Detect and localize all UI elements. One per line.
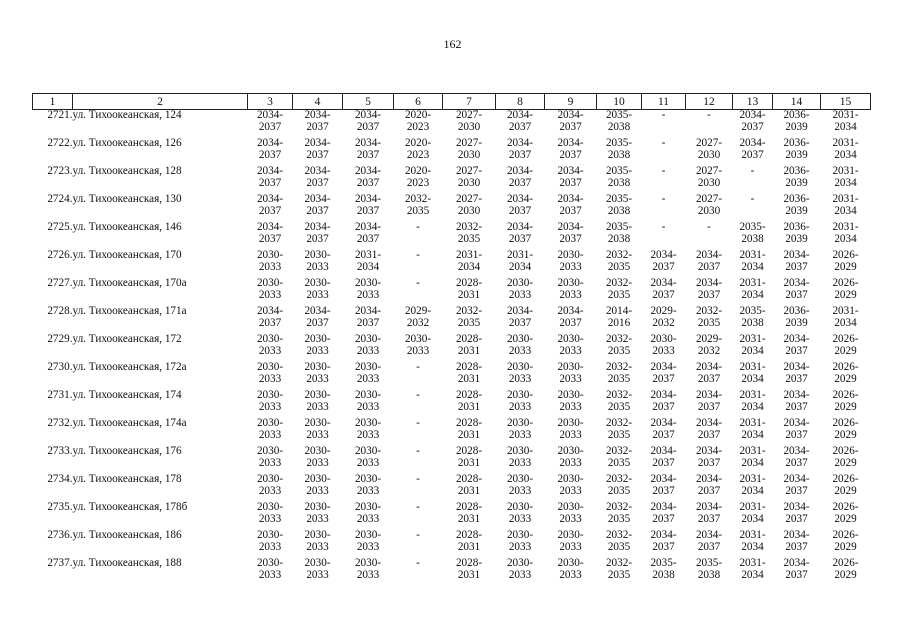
period-cell: 2034- 2037 — [695, 277, 723, 301]
table-row — [33, 446, 871, 474]
period-cell: 2030- 2033 — [404, 333, 432, 357]
column-header: 1 — [33, 94, 73, 110]
period-cell: 2034- 2037 — [650, 529, 677, 553]
table-row — [33, 138, 871, 166]
period-cell: 2026- 2029 — [832, 529, 859, 553]
address-cell: ул. Тихоокеанская, 128 — [72, 165, 182, 177]
period-cell: 2034- 2037 — [304, 193, 331, 217]
page-number: 162 — [443, 37, 462, 51]
period-cell: 2027- 2030 — [455, 193, 483, 217]
period-cell: 2029- 2032 — [404, 305, 432, 329]
period-cell: 2034- 2037 — [304, 137, 331, 161]
period-cell: 2026- 2029 — [832, 249, 859, 273]
period-cell: - — [661, 221, 666, 233]
period-cell: 2034- 2037 — [739, 137, 766, 161]
period-cell: 2030- 2033 — [354, 333, 382, 357]
period-cell: 2034- 2037 — [557, 109, 584, 133]
period-cell: 2032- 2035 — [605, 361, 633, 385]
period-cell: 2030- 2033 — [557, 417, 584, 441]
period-cell: 2032- 2035 — [605, 501, 633, 525]
address-cell: ул. Тихоокеанская, 124 — [72, 109, 182, 121]
period-cell: 2034- 2037 — [695, 529, 723, 553]
table-row — [33, 306, 871, 334]
period-cell: 2026- 2029 — [832, 333, 859, 357]
period-cell: 2030- 2033 — [557, 333, 584, 357]
period-cell: 2030- 2033 — [506, 557, 534, 581]
period-cell: 2034- 2037 — [256, 109, 284, 133]
period-cell: 2035- 2038 — [739, 305, 766, 329]
period-cell: - — [416, 557, 420, 569]
period-cell: 2031- 2034 — [354, 249, 382, 273]
period-cell: 2030- 2033 — [506, 333, 534, 357]
period-cell: 2034- 2037 — [650, 417, 677, 441]
period-cell: - — [416, 501, 420, 513]
column-header: 14 — [773, 94, 821, 110]
period-cell: 2030- 2033 — [256, 249, 284, 273]
period-cell: 2034- 2037 — [650, 501, 677, 525]
period-cell: 2031- 2034 — [832, 305, 859, 329]
period-cell: 2030- 2033 — [256, 529, 284, 553]
column-header: 12 — [686, 94, 733, 110]
period-cell: 2030- 2033 — [304, 501, 331, 525]
period-cell: 2032- 2035 — [605, 445, 633, 469]
period-cell: 2030- 2033 — [304, 529, 331, 553]
table-row — [33, 110, 871, 139]
period-cell: 2034- 2037 — [354, 305, 382, 329]
period-cell: 2027- 2030 — [695, 165, 723, 189]
period-cell: 2034- 2037 — [557, 165, 584, 189]
column-header: 10 — [597, 94, 642, 110]
period-cell: 2034- 2037 — [256, 193, 284, 217]
row-number: 2727. — [47, 277, 73, 289]
address-cell: ул. Тихоокеанская, 126 — [72, 137, 182, 149]
period-cell: - — [416, 473, 420, 485]
period-cell: 2030- 2033 — [304, 249, 331, 273]
period-cell: - — [661, 165, 666, 177]
table-row — [33, 558, 871, 586]
period-cell: 2034- 2037 — [650, 277, 677, 301]
period-cell: 2035- 2038 — [605, 165, 633, 189]
table-row — [33, 222, 871, 250]
period-cell: 2030- 2033 — [256, 361, 284, 385]
period-cell: 2030- 2033 — [650, 333, 677, 357]
table-row — [33, 390, 871, 418]
column-header: 11 — [642, 94, 686, 110]
period-cell: 2030- 2033 — [354, 473, 382, 497]
period-cell: 2031- 2034 — [739, 501, 766, 525]
period-cell: 2030- 2033 — [557, 249, 584, 273]
address-cell: ул. Тихоокеанская, 174а — [72, 417, 187, 429]
period-cell: 2034- 2037 — [256, 221, 284, 245]
period-cell: 2029- 2032 — [695, 333, 723, 357]
table-row — [33, 334, 871, 362]
period-cell: 2020- 2023 — [404, 165, 432, 189]
period-cell: 2034- 2037 — [783, 333, 810, 357]
period-cell: 2031- 2034 — [832, 221, 859, 245]
table-row — [33, 166, 871, 194]
period-cell: - — [707, 221, 711, 233]
table-row — [33, 194, 871, 222]
period-cell: - — [750, 165, 755, 177]
period-cell: 2030- 2033 — [354, 389, 382, 413]
period-cell: 2026- 2029 — [832, 417, 859, 441]
period-cell: 2034- 2037 — [783, 389, 810, 413]
period-cell: 2030- 2033 — [557, 501, 584, 525]
address-cell: ул. Тихоокеанская, 178 — [72, 473, 182, 485]
period-cell: 2027- 2030 — [455, 109, 483, 133]
address-cell: ул. Тихоокеанская, 172 — [72, 333, 182, 345]
period-cell: 2034- 2037 — [783, 249, 810, 273]
period-cell: 2030- 2033 — [354, 445, 382, 469]
period-cell: 2020- 2023 — [404, 137, 432, 161]
address-cell: ул. Тихоокеанская, 130 — [72, 193, 182, 205]
period-cell: 2034- 2037 — [695, 501, 723, 525]
period-cell: 2028- 2031 — [455, 417, 483, 441]
address-cell: ул. Тихоокеанская, 188 — [72, 557, 182, 569]
period-cell: - — [416, 417, 420, 429]
row-number: 2735. — [47, 501, 73, 513]
table-row — [33, 418, 871, 446]
period-cell: 2034- 2037 — [304, 165, 331, 189]
period-cell: 2030- 2033 — [304, 389, 331, 413]
column-header: 15 — [821, 94, 871, 110]
row-number: 2734. — [47, 473, 73, 485]
period-cell: 2032- 2035 — [605, 417, 633, 441]
period-cell: 2020- 2023 — [404, 109, 432, 133]
period-cell: 2031- 2034 — [739, 361, 766, 385]
period-cell: 2031- 2034 — [832, 165, 859, 189]
period-cell: 2035- 2038 — [605, 137, 633, 161]
period-cell: 2034- 2037 — [506, 221, 534, 245]
period-cell: - — [416, 529, 420, 541]
period-cell: 2030- 2033 — [256, 445, 284, 469]
period-cell: 2030- 2033 — [304, 361, 331, 385]
period-cell: 2030- 2033 — [506, 361, 534, 385]
period-cell: 2030- 2033 — [506, 389, 534, 413]
period-cell: 2014- 2016 — [605, 305, 633, 329]
period-cell: 2034- 2037 — [783, 361, 810, 385]
period-cell: 2034- 2037 — [354, 137, 382, 161]
period-cell: 2034- 2037 — [695, 417, 723, 441]
period-cell: 2036- 2039 — [783, 221, 810, 245]
header-row — [33, 94, 871, 110]
period-cell: 2031- 2034 — [739, 389, 766, 413]
period-cell: 2031- 2034 — [506, 249, 534, 273]
period-cell: 2034- 2037 — [506, 305, 534, 329]
period-cell: 2036- 2039 — [783, 109, 810, 133]
period-cell: 2031- 2034 — [455, 249, 483, 273]
period-cell: 2031- 2034 — [739, 249, 766, 273]
period-cell: 2034- 2037 — [650, 389, 677, 413]
period-cell: 2036- 2039 — [783, 165, 810, 189]
period-cell: 2034- 2037 — [256, 137, 284, 161]
period-cell: 2034- 2037 — [783, 529, 810, 553]
address-cell: ул. Тихоокеанская, 186 — [72, 529, 182, 541]
row-number: 2725. — [47, 221, 73, 233]
row-number: 2728. — [47, 305, 73, 317]
period-cell: 2034- 2037 — [304, 109, 331, 133]
period-cell: 2034- 2037 — [256, 165, 284, 189]
period-cell: 2034- 2037 — [783, 557, 810, 581]
table-row — [33, 530, 871, 558]
address-cell: ул. Тихоокеанская, 178б — [72, 501, 188, 513]
period-cell: 2031- 2034 — [832, 137, 859, 161]
period-cell: 2032- 2035 — [605, 557, 633, 581]
address-cell: ул. Тихоокеанская, 174 — [72, 389, 182, 401]
period-cell: 2034- 2037 — [783, 445, 810, 469]
period-cell: 2034- 2037 — [783, 473, 810, 497]
period-cell: 2031- 2034 — [739, 277, 766, 301]
period-cell: 2028- 2031 — [455, 445, 483, 469]
period-cell: 2034- 2037 — [557, 193, 584, 217]
column-header: 13 — [733, 94, 773, 110]
period-cell: 2027- 2030 — [455, 165, 483, 189]
period-cell: 2030- 2033 — [354, 529, 382, 553]
period-cell: 2032- 2035 — [695, 305, 723, 329]
period-cell: 2028- 2031 — [455, 473, 483, 497]
column-header: 2 — [73, 94, 248, 110]
period-cell: 2030- 2033 — [506, 277, 534, 301]
period-cell: 2030- 2033 — [557, 445, 584, 469]
period-cell: 2035- 2038 — [605, 109, 633, 133]
column-header: 4 — [293, 94, 343, 110]
period-cell: 2034- 2037 — [650, 249, 677, 273]
period-cell: 2034- 2037 — [506, 165, 534, 189]
period-cell: 2030- 2033 — [256, 501, 284, 525]
schedule-table — [32, 93, 871, 586]
row-number: 2733. — [47, 445, 73, 457]
period-cell: - — [416, 249, 420, 261]
period-cell: 2034- 2037 — [557, 221, 584, 245]
period-cell: - — [707, 109, 711, 121]
period-cell: 2034- 2037 — [354, 165, 382, 189]
period-cell: 2034- 2037 — [256, 305, 284, 329]
row-number: 2736. — [47, 529, 73, 541]
period-cell: 2030- 2033 — [557, 557, 584, 581]
row-number: 2731. — [47, 389, 73, 401]
period-cell: 2030- 2033 — [256, 277, 284, 301]
row-number: 2723. — [47, 165, 73, 177]
period-cell: 2026- 2029 — [832, 501, 859, 525]
period-cell: 2028- 2031 — [455, 557, 483, 581]
period-cell: 2030- 2033 — [354, 557, 382, 581]
table-row — [33, 502, 871, 530]
address-cell: ул. Тихоокеанская, 170а — [72, 277, 187, 289]
period-cell: 2031- 2034 — [739, 557, 766, 581]
table-row — [33, 278, 871, 306]
period-cell: 2034- 2037 — [506, 193, 534, 217]
period-cell: 2030- 2033 — [304, 417, 331, 441]
table-body — [33, 110, 871, 587]
period-cell: 2031- 2034 — [832, 109, 859, 133]
address-cell: ул. Тихоокеанская, 176 — [72, 445, 182, 457]
period-cell: 2035- 2038 — [739, 221, 766, 245]
period-cell: 2030- 2033 — [354, 501, 382, 525]
period-cell: 2030- 2033 — [506, 473, 534, 497]
address-cell: ул. Тихоокеанская, 146 — [72, 221, 182, 233]
period-cell: 2034- 2037 — [783, 417, 810, 441]
period-cell: 2034- 2037 — [695, 445, 723, 469]
period-cell: 2035- 2038 — [605, 193, 633, 217]
period-cell: 2026- 2029 — [832, 361, 859, 385]
period-cell: 2028- 2031 — [455, 333, 483, 357]
period-cell: - — [416, 389, 420, 401]
period-cell: 2030- 2033 — [557, 473, 584, 497]
period-cell: 2030- 2033 — [506, 529, 534, 553]
period-cell: 2034- 2037 — [695, 389, 723, 413]
period-cell: - — [416, 221, 420, 233]
period-cell: 2030- 2033 — [557, 277, 584, 301]
row-number: 2724. — [47, 193, 73, 205]
period-cell: 2030- 2033 — [557, 361, 584, 385]
column-header: 6 — [394, 94, 443, 110]
period-cell: 2031- 2034 — [739, 473, 766, 497]
table-row — [33, 362, 871, 390]
period-cell: 2034- 2037 — [304, 305, 331, 329]
period-cell: 2034- 2037 — [739, 109, 766, 133]
period-cell: 2030- 2033 — [256, 473, 284, 497]
period-cell: 2034- 2037 — [650, 361, 677, 385]
period-cell: 2035- 2038 — [695, 557, 723, 581]
period-cell: 2034- 2037 — [695, 473, 723, 497]
period-cell: 2026- 2029 — [832, 277, 859, 301]
period-cell: 2032- 2035 — [605, 389, 633, 413]
column-header: 3 — [248, 94, 293, 110]
period-cell: 2031- 2034 — [739, 333, 766, 357]
period-cell: 2034- 2037 — [695, 361, 723, 385]
period-cell: - — [416, 445, 420, 457]
period-cell: 2030- 2033 — [304, 557, 331, 581]
period-cell: 2032- 2035 — [605, 473, 633, 497]
period-cell: 2026- 2029 — [832, 389, 859, 413]
period-cell: 2027- 2030 — [695, 193, 723, 217]
period-cell: 2031- 2034 — [739, 417, 766, 441]
period-cell: 2030- 2033 — [304, 445, 331, 469]
column-header: 7 — [443, 94, 496, 110]
column-header: 8 — [496, 94, 545, 110]
period-cell: 2030- 2033 — [256, 389, 284, 413]
period-cell: 2027- 2030 — [455, 137, 483, 161]
period-cell: 2032- 2035 — [605, 277, 633, 301]
period-cell: 2030- 2033 — [506, 501, 534, 525]
period-cell: 2030- 2033 — [256, 417, 284, 441]
period-cell: 2030- 2033 — [557, 529, 584, 553]
period-cell: - — [750, 193, 755, 205]
period-cell: 2026- 2029 — [832, 473, 859, 497]
address-cell: ул. Тихоокеанская, 172а — [72, 361, 187, 373]
period-cell: 2030- 2033 — [304, 473, 331, 497]
period-cell: - — [661, 137, 666, 149]
period-cell: 2034- 2037 — [695, 249, 723, 273]
period-cell: 2034- 2037 — [506, 109, 534, 133]
period-cell: 2032- 2035 — [605, 529, 633, 553]
period-cell: 2028- 2031 — [455, 501, 483, 525]
period-cell: 2030- 2033 — [304, 333, 331, 357]
period-cell: 2026- 2029 — [832, 557, 859, 581]
period-cell: - — [416, 277, 420, 289]
row-number: 2722. — [47, 137, 73, 149]
period-cell: 2030- 2033 — [506, 445, 534, 469]
period-cell: 2031- 2034 — [739, 445, 766, 469]
period-cell: 2034- 2037 — [557, 137, 584, 161]
period-cell: 2030- 2033 — [304, 277, 331, 301]
column-header: 5 — [343, 94, 394, 110]
period-cell: 2026- 2029 — [832, 445, 859, 469]
period-cell: 2028- 2031 — [455, 277, 483, 301]
period-cell: 2030- 2033 — [354, 361, 382, 385]
period-cell: 2036- 2039 — [783, 193, 810, 217]
period-cell: 2036- 2039 — [783, 137, 810, 161]
period-cell: 2031- 2034 — [832, 193, 859, 217]
row-number: 2730. — [47, 361, 73, 373]
period-cell: 2034- 2037 — [354, 193, 382, 217]
period-cell: 2032- 2035 — [404, 193, 432, 217]
period-cell: 2032- 2035 — [605, 249, 633, 273]
period-cell: 2030- 2033 — [256, 333, 284, 357]
period-cell: 2029- 2032 — [650, 305, 677, 329]
period-cell: 2028- 2031 — [455, 529, 483, 553]
address-cell: ул. Тихоокеанская, 170 — [72, 249, 182, 261]
period-cell: 2034- 2037 — [650, 473, 677, 497]
period-cell: - — [661, 193, 666, 205]
period-cell: 2036- 2039 — [783, 305, 810, 329]
row-number: 2737. — [47, 557, 73, 569]
period-cell: 2034- 2037 — [783, 277, 810, 301]
period-cell: 2032- 2035 — [455, 221, 483, 245]
period-cell: 2030- 2033 — [354, 417, 382, 441]
period-cell: 2034- 2037 — [650, 445, 677, 469]
address-cell: ул. Тихоокеанская, 171а — [72, 305, 187, 317]
column-header: 9 — [545, 94, 597, 110]
period-cell: 2030- 2033 — [506, 417, 534, 441]
period-cell: 2034- 2037 — [304, 221, 331, 245]
period-cell: 2034- 2037 — [354, 109, 382, 133]
period-cell: - — [416, 361, 420, 373]
period-cell: - — [661, 109, 666, 121]
period-cell: 2035- 2038 — [650, 557, 677, 581]
period-cell: 2034- 2037 — [506, 137, 534, 161]
period-cell: 2027- 2030 — [695, 137, 723, 161]
period-cell: 2030- 2033 — [256, 557, 284, 581]
period-cell: 2032- 2035 — [605, 333, 633, 357]
row-number: 2729. — [47, 333, 73, 345]
table-row — [33, 474, 871, 502]
period-cell: 2034- 2037 — [557, 305, 584, 329]
period-cell: 2034- 2037 — [354, 221, 382, 245]
period-cell: 2030- 2033 — [354, 277, 382, 301]
row-number: 2732. — [47, 417, 73, 429]
period-cell: 2035- 2038 — [605, 221, 633, 245]
period-cell: 2032- 2035 — [455, 305, 483, 329]
period-cell: 2028- 2031 — [455, 389, 483, 413]
table-row — [33, 250, 871, 278]
row-number: 2721. — [47, 109, 73, 121]
period-cell: 2034- 2037 — [783, 501, 810, 525]
period-cell: 2028- 2031 — [455, 361, 483, 385]
row-number: 2726. — [47, 249, 73, 261]
period-cell: 2030- 2033 — [557, 389, 584, 413]
period-cell: 2031- 2034 — [739, 529, 766, 553]
